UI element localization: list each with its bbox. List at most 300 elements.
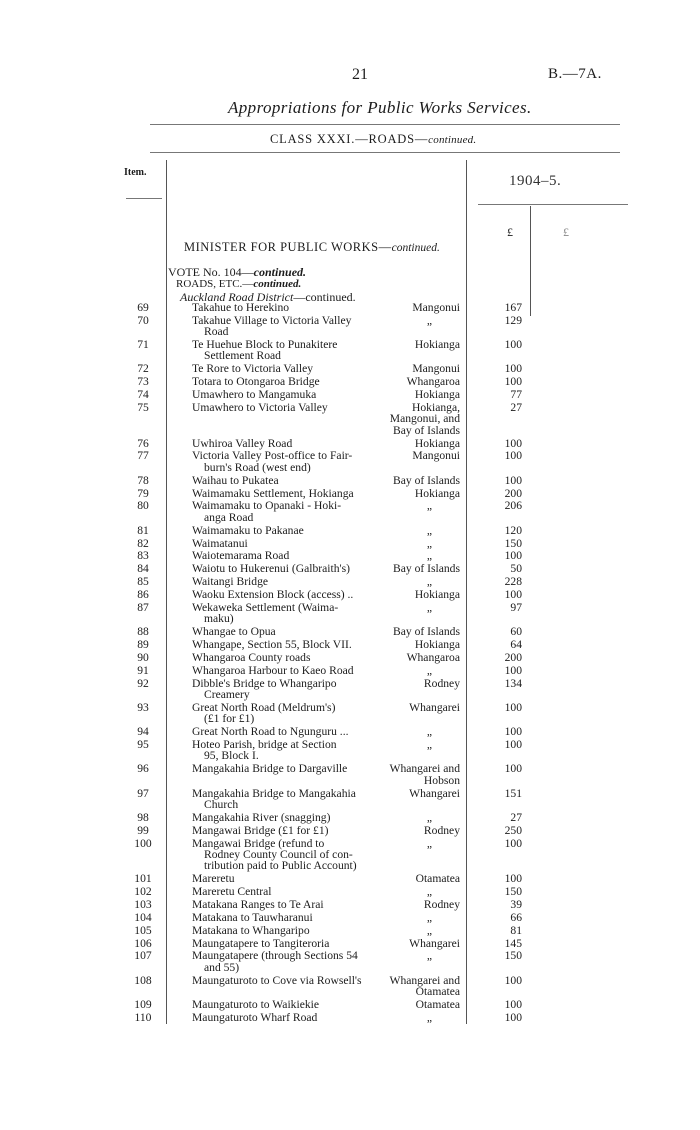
item-number: 107 <box>134 949 152 963</box>
item-description <box>192 652 382 663</box>
description-line: Whangape, Section 55, Block VII. <box>192 638 352 652</box>
district-heading-continued: —continued. <box>293 290 356 304</box>
description-line: Maungaturoto to Cove via Rowsell's <box>192 973 362 987</box>
item-number: 78 <box>137 473 149 487</box>
item-description <box>192 763 382 774</box>
table-row <box>0 812 700 823</box>
amount: 66 <box>510 910 522 924</box>
table-row <box>0 550 700 561</box>
district-line: Mangonui <box>412 301 460 314</box>
district-line: Rodney <box>423 897 460 911</box>
amount: 250 <box>504 823 522 837</box>
item-description <box>192 938 382 949</box>
amount: 100 <box>504 997 522 1011</box>
district-line: Hokianga <box>414 436 460 450</box>
amount: 100 <box>504 549 522 563</box>
district-line: Rodney <box>423 676 460 690</box>
district-line: „ <box>426 601 432 614</box>
item-number: 84 <box>137 562 149 576</box>
description-line: tribution paid to Public Account) <box>204 859 357 873</box>
district-line: Hokianga <box>414 486 460 500</box>
amount: 100 <box>504 375 522 389</box>
electoral-district <box>355 626 460 637</box>
item-description <box>192 1012 382 1023</box>
description-line: Te Rore to Victoria Valley <box>192 362 314 376</box>
amount: 100 <box>504 362 522 376</box>
district-line: „ <box>426 499 432 513</box>
electoral-district <box>355 402 460 436</box>
pound-sign-column-2: £ <box>563 225 569 239</box>
description-line: Waimamaku Settlement, Hokianga <box>192 486 354 500</box>
electoral-district <box>355 488 460 499</box>
electoral-district <box>355 376 460 387</box>
table-row <box>0 899 700 910</box>
district-line: Bay of Islands <box>393 423 460 437</box>
amount: 100 <box>504 1010 522 1024</box>
amount: 97 <box>510 601 522 614</box>
electoral-district <box>355 363 460 374</box>
item-number: 82 <box>137 536 149 550</box>
amount: 81 <box>510 923 522 937</box>
amount: 100 <box>504 663 522 677</box>
description-line: Waimatanui <box>192 536 248 550</box>
item-description <box>192 788 382 811</box>
district-line: „ <box>426 725 432 739</box>
table-row <box>0 886 700 897</box>
item-number: 106 <box>134 936 152 950</box>
amount: 100 <box>504 762 522 776</box>
item-description <box>192 563 382 574</box>
description-line: Waiotemarama Road <box>192 549 290 563</box>
electoral-district <box>355 925 460 936</box>
table-row <box>0 999 700 1010</box>
table-row <box>0 500 700 523</box>
item-description <box>192 500 382 523</box>
amount: 150 <box>504 536 522 550</box>
minister-heading <box>184 240 440 255</box>
item-description <box>192 950 382 973</box>
item-description <box>192 739 382 762</box>
table-row <box>0 576 700 587</box>
district-line: „ <box>426 536 432 550</box>
description-line: Takahue to Herekino <box>192 301 290 314</box>
item-description <box>192 886 382 897</box>
electoral-district <box>355 315 460 326</box>
electoral-district <box>355 726 460 737</box>
item-number: 101 <box>134 872 152 885</box>
description-line: Great North Road to Ngunguru ... <box>192 725 349 739</box>
year-header-rule <box>478 204 628 205</box>
item-description <box>192 450 382 473</box>
table-row <box>0 1012 700 1023</box>
amount: 64 <box>510 638 522 652</box>
item-number: 80 <box>137 499 149 513</box>
description-line: Totara to Otongaroa Bridge <box>192 375 320 389</box>
amount: 228 <box>504 575 522 589</box>
amount: 151 <box>504 786 522 800</box>
district-line: Whangarei <box>409 701 460 714</box>
district-line: Mangonui <box>412 362 460 376</box>
table-row <box>0 912 700 923</box>
table-row <box>0 450 700 473</box>
description-line: Waihau to Pukatea <box>192 473 279 487</box>
electoral-district <box>355 550 460 561</box>
amount: 100 <box>504 738 522 752</box>
amount: 100 <box>504 725 522 739</box>
item-number: 97 <box>137 786 149 800</box>
table-row <box>0 763 700 786</box>
item-description <box>192 702 382 725</box>
description-line: and 55) <box>204 960 240 974</box>
amount: 39 <box>510 897 522 911</box>
description-line: Umawhero to Victoria Valley <box>192 401 328 414</box>
description-line: Mangakahia Bridge to Mangakahia <box>192 786 356 800</box>
electoral-district <box>355 589 460 600</box>
district-line: Hokianga <box>414 638 460 652</box>
description-line: Road <box>204 325 229 339</box>
item-description <box>192 376 382 387</box>
item-number: 74 <box>137 388 149 402</box>
table-row <box>0 652 700 663</box>
item-description <box>192 665 382 676</box>
description-line: Church <box>204 797 239 811</box>
electoral-district <box>355 886 460 897</box>
item-description <box>192 550 382 561</box>
electoral-district <box>355 438 460 449</box>
district-line: Whangaroa <box>406 375 460 389</box>
roads-heading-text: ROADS, ETC.— <box>176 278 254 290</box>
table-row <box>0 376 700 387</box>
description-line: 95, Block I. <box>204 749 259 763</box>
item-number: 98 <box>137 810 149 824</box>
item-number: 83 <box>137 549 149 563</box>
table-row <box>0 589 700 600</box>
table-row <box>0 402 700 436</box>
description-line: Matakana to Whangaripo <box>192 923 310 937</box>
item-description <box>192 389 382 400</box>
electoral-district <box>355 739 460 750</box>
item-description <box>192 589 382 600</box>
amount: 100 <box>504 872 522 885</box>
description-line: Mareretu Central <box>192 884 272 898</box>
item-number: 69 <box>137 301 149 314</box>
item-description <box>192 825 382 836</box>
item-description <box>192 726 382 737</box>
district-line: Bay of Islands <box>393 473 460 487</box>
table-row <box>0 639 700 650</box>
table-row <box>0 665 700 676</box>
district-line: Bay of Islands <box>393 625 460 639</box>
description-line: Matakana Ranges to Te Arai <box>192 897 324 911</box>
roads-heading <box>176 278 301 290</box>
electoral-district <box>355 450 460 461</box>
district-line: „ <box>426 949 432 963</box>
item-description <box>192 538 382 549</box>
district-line: „ <box>426 575 432 589</box>
item-description <box>192 475 382 486</box>
item-number: 88 <box>137 625 149 639</box>
amount: 100 <box>504 449 522 463</box>
description-line: Te Huehue Block to Punakitere <box>192 338 338 352</box>
item-number: 108 <box>134 973 152 987</box>
electoral-district <box>355 912 460 923</box>
item-number: 85 <box>137 575 149 589</box>
description-line: Victoria Valley Post-office to Fair- <box>192 449 353 463</box>
electoral-district <box>355 812 460 823</box>
amount: 150 <box>504 884 522 898</box>
table-row <box>0 302 700 313</box>
item-number: 104 <box>134 910 152 924</box>
electoral-district <box>355 475 460 486</box>
item-number: 76 <box>137 436 149 450</box>
description-line: Umawhero to Mangamuka <box>192 388 317 402</box>
item-number: 91 <box>137 663 149 677</box>
electoral-district <box>355 525 460 536</box>
district-line: Mangonui <box>412 449 460 463</box>
item-description <box>192 899 382 910</box>
electoral-district <box>355 500 460 511</box>
description-line: Mangakahia River (snagging) <box>192 810 331 824</box>
district-line: „ <box>426 910 432 924</box>
table-row <box>0 475 700 486</box>
item-description <box>192 838 382 872</box>
description-line: Dibble's Bridge to Whangaripo <box>192 676 337 690</box>
document-title: Appropriations for Public Works Services. <box>228 98 532 117</box>
amount: 27 <box>510 401 522 414</box>
item-number: 75 <box>137 401 149 414</box>
electoral-district <box>355 702 460 713</box>
electoral-district <box>355 938 460 949</box>
amount: 120 <box>504 523 522 537</box>
table-row <box>0 788 700 811</box>
item-description <box>192 363 382 374</box>
description-line: Rodney County Council of con- <box>204 847 353 861</box>
district-line: Rodney <box>423 823 460 837</box>
table-row <box>0 626 700 637</box>
amount: 134 <box>504 676 522 690</box>
table-row <box>0 339 700 362</box>
electoral-district <box>355 825 460 836</box>
description-line: Waimamaku to Pakanae <box>192 523 304 537</box>
pound-sign-column-1: £ <box>507 225 513 239</box>
electoral-district <box>355 339 460 350</box>
table-row <box>0 602 700 625</box>
district-line: Otamatea <box>415 997 460 1011</box>
item-description <box>192 925 382 936</box>
item-number: 89 <box>137 638 149 652</box>
description-line: Whangaroa Harbour to Kaeo Road <box>192 663 354 677</box>
description-line: Whangae to Opua <box>192 625 276 639</box>
amount: 60 <box>510 625 522 639</box>
description-line: Waimamaku to Opanaki - Hoki- <box>192 499 342 513</box>
item-number: 93 <box>137 701 149 714</box>
electoral-district <box>355 576 460 587</box>
amount: 150 <box>504 949 522 963</box>
amount: 100 <box>504 836 522 850</box>
table-row <box>0 389 700 400</box>
amount: 27 <box>510 810 522 824</box>
district-line: Hobson <box>423 773 460 787</box>
description-line: Mangakahia Bridge to Dargaville <box>192 762 348 776</box>
description-line: Uwhiroa Valley Road <box>192 436 293 450</box>
table-row <box>0 315 700 338</box>
item-number: 92 <box>137 676 149 690</box>
district-line: „ <box>426 836 432 850</box>
amount: 167 <box>504 301 522 314</box>
minister-heading-continued: continued. <box>391 242 440 254</box>
amount: 50 <box>510 562 522 576</box>
roads-heading-continued: continued. <box>253 278 302 290</box>
item-number: 90 <box>137 651 149 664</box>
item-description <box>192 302 382 313</box>
item-number: 86 <box>137 588 149 602</box>
district-line: Bay of Islands <box>393 562 460 576</box>
item-description <box>192 639 382 650</box>
description-line: burn's Road (west end) <box>204 460 311 474</box>
item-number: 102 <box>134 884 152 898</box>
item-number: 110 <box>134 1010 152 1024</box>
description-line: Maungatapere (through Sections 54 <box>192 949 358 963</box>
table-row <box>0 563 700 574</box>
description-line: Whangaroa County roads <box>192 651 311 664</box>
district-line: Otamatea <box>415 872 460 885</box>
class-heading <box>270 132 476 147</box>
item-number: 99 <box>137 823 149 837</box>
electoral-district <box>355 975 460 998</box>
item-number: 105 <box>134 923 152 937</box>
item-description <box>192 626 382 637</box>
item-header-rule <box>126 198 162 199</box>
class-rule <box>150 152 620 153</box>
vote-heading-text: VOTE No. 104— <box>168 265 254 279</box>
description-line: maku) <box>204 612 234 626</box>
district-line: Otamatea <box>415 984 460 998</box>
item-description <box>192 315 382 338</box>
amount: 100 <box>504 338 522 352</box>
amount: 100 <box>504 701 522 714</box>
item-description <box>192 488 382 499</box>
district-line: Whangarei and <box>389 973 460 987</box>
item-description <box>192 339 382 362</box>
description-line: Maungaturoto Wharf Road <box>192 1010 318 1024</box>
item-description <box>192 438 382 449</box>
district-line: Whangarei <box>409 936 460 950</box>
class-heading-continued: continued. <box>428 134 477 146</box>
table-row <box>0 488 700 499</box>
electoral-district <box>355 639 460 650</box>
electoral-district <box>355 999 460 1010</box>
table-row <box>0 363 700 374</box>
title-rule <box>150 124 620 125</box>
amount: 100 <box>504 436 522 450</box>
item-description <box>192 602 382 625</box>
item-number: 94 <box>137 725 149 739</box>
district-line: Hokianga <box>414 588 460 602</box>
minister-heading-text: MINISTER FOR PUBLIC WORKS— <box>184 240 392 254</box>
table-row <box>0 838 700 872</box>
amount: 129 <box>504 313 522 327</box>
description-line: anga Road <box>204 510 254 524</box>
table-row <box>0 925 700 936</box>
electoral-district <box>355 538 460 549</box>
electoral-district <box>355 602 460 613</box>
description-line: Settlement Road <box>204 349 281 363</box>
electoral-district <box>355 1012 460 1023</box>
table-row <box>0 726 700 737</box>
description-line: (£1 for £1) <box>204 712 255 726</box>
item-number: 73 <box>137 375 149 389</box>
item-description <box>192 873 382 884</box>
amount-column-divider-mid <box>530 206 531 316</box>
item-number: 95 <box>137 738 149 752</box>
description-line: Takahue Village to Victoria Valley <box>192 313 352 327</box>
electoral-district <box>355 678 460 689</box>
table-row <box>0 678 700 701</box>
table-row <box>0 975 700 998</box>
electoral-district <box>355 763 460 786</box>
district-line: Whangaroa <box>406 651 460 664</box>
electoral-district <box>355 899 460 910</box>
description-line: Maungatapere to Tangiteroria <box>192 936 330 950</box>
electoral-district <box>355 652 460 663</box>
electoral-district <box>355 302 460 313</box>
district-line: „ <box>426 313 432 327</box>
amount: 200 <box>504 486 522 500</box>
district-line: „ <box>426 884 432 898</box>
table-row <box>0 702 700 725</box>
item-description <box>192 678 382 701</box>
description-line: Mangawai Bridge (refund to <box>192 836 325 850</box>
district-heading-text: Auckland Road District <box>180 290 294 304</box>
electoral-district <box>355 950 460 961</box>
district-line: Hokianga <box>414 388 460 402</box>
item-description <box>192 576 382 587</box>
district-line: „ <box>426 810 432 824</box>
district-line: „ <box>426 738 432 752</box>
description-line: Waoku Extension Block (access) .. <box>192 588 354 602</box>
year-column-header: 1904–5. <box>509 173 562 189</box>
item-description <box>192 912 382 923</box>
table-row <box>0 873 700 884</box>
item-number: 77 <box>137 449 149 463</box>
description-line: Creamery <box>204 688 250 702</box>
district-line: „ <box>426 549 432 563</box>
amount: 200 <box>504 651 522 664</box>
description-line: Maungaturoto to Waikiekie <box>192 997 319 1011</box>
item-number: 72 <box>137 362 149 376</box>
item-number: 79 <box>137 486 149 500</box>
district-line: Hokianga <box>414 338 460 352</box>
table-row <box>0 525 700 536</box>
amount: 100 <box>504 973 522 987</box>
description-line: Waiotu to Hukerenui (Galbraith's) <box>192 562 350 576</box>
amount: 145 <box>504 936 522 950</box>
description-line: Mareretu <box>192 872 235 885</box>
district-line: Mangonui, and <box>389 412 460 426</box>
electoral-district <box>355 788 460 799</box>
item-number: 103 <box>134 897 152 911</box>
table-row <box>0 538 700 549</box>
description-line: Waitangi Bridge <box>192 575 269 589</box>
item-number: 100 <box>134 836 152 850</box>
document-reference: B.—7A. <box>548 66 602 82</box>
district-line: „ <box>426 523 432 537</box>
amount: 100 <box>504 473 522 487</box>
electoral-district <box>355 838 460 849</box>
district-line: Whangarei <box>409 786 460 800</box>
item-number: 71 <box>137 338 149 352</box>
item-description <box>192 402 382 413</box>
